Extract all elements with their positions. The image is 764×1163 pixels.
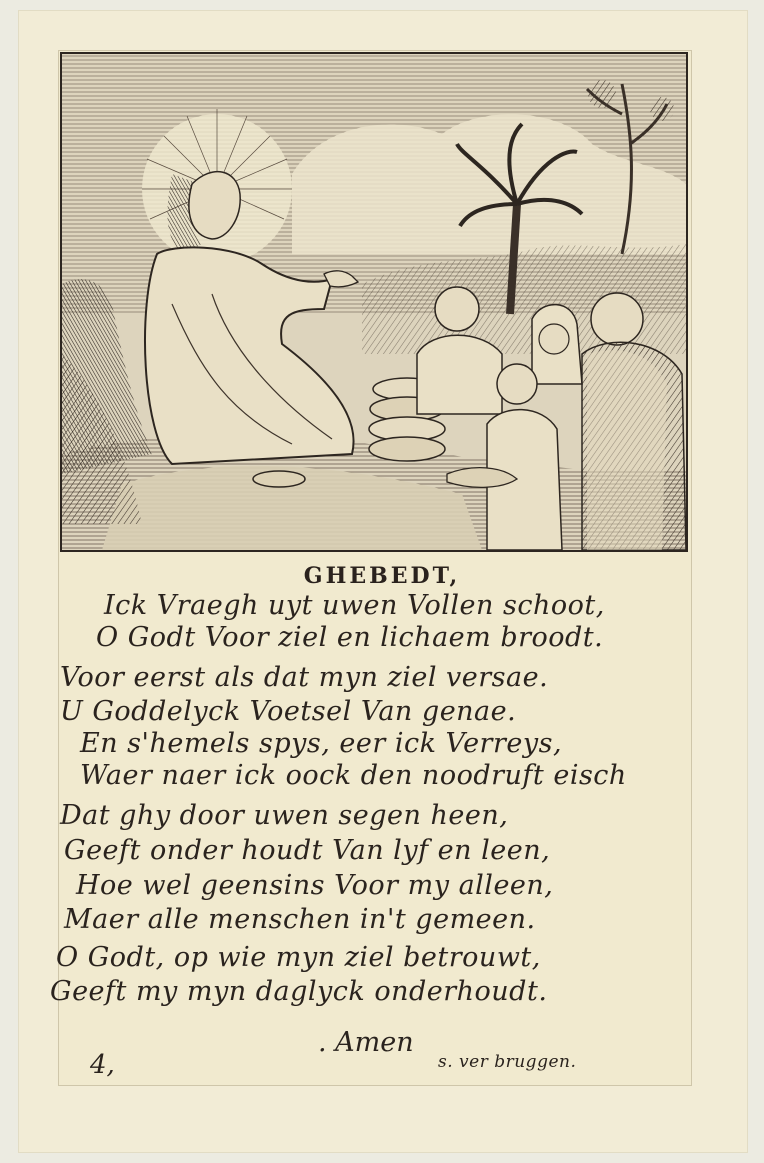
verse-line: En s'hemels spys, eer ick Verreys, [80, 728, 563, 759]
verse-line: O Godt Voor ziel en lichaem broodt. [96, 622, 604, 653]
verse-line: Geeft onder houdt Van lyf en leen, [64, 835, 551, 866]
prayer-title: GHEBEDT, [303, 563, 461, 589]
verse-line: Hoe wel geensins Voor my alleen, [76, 870, 554, 901]
verse-line: Geeft my myn daglyck onderhoudt. [50, 976, 548, 1007]
engraver-signature: s. ver bruggen. [438, 1052, 577, 1072]
engraving-illustration [60, 52, 688, 552]
verse-line: Dat ghy door uwen segen heen, [60, 800, 509, 831]
page-number: 4, [90, 1050, 115, 1080]
engraving-svg [62, 54, 686, 550]
verse-line: Maer alle menschen in't gemeen. [64, 904, 536, 935]
amen-text: . Amen [318, 1027, 414, 1058]
verse-line: O Godt, op wie myn ziel betrouwt, [56, 942, 541, 973]
woman-figure [532, 305, 582, 384]
verse-line: Waer naer ick oock den noodruft eisch [80, 760, 627, 791]
verse-line: Ick Vraegh uyt uwen Vollen schoot, [104, 590, 605, 621]
verse-line: U Goddelyck Voetsel Van genae. [60, 696, 517, 727]
verse-line: Voor eerst als dat myn ziel versae. [60, 662, 549, 693]
